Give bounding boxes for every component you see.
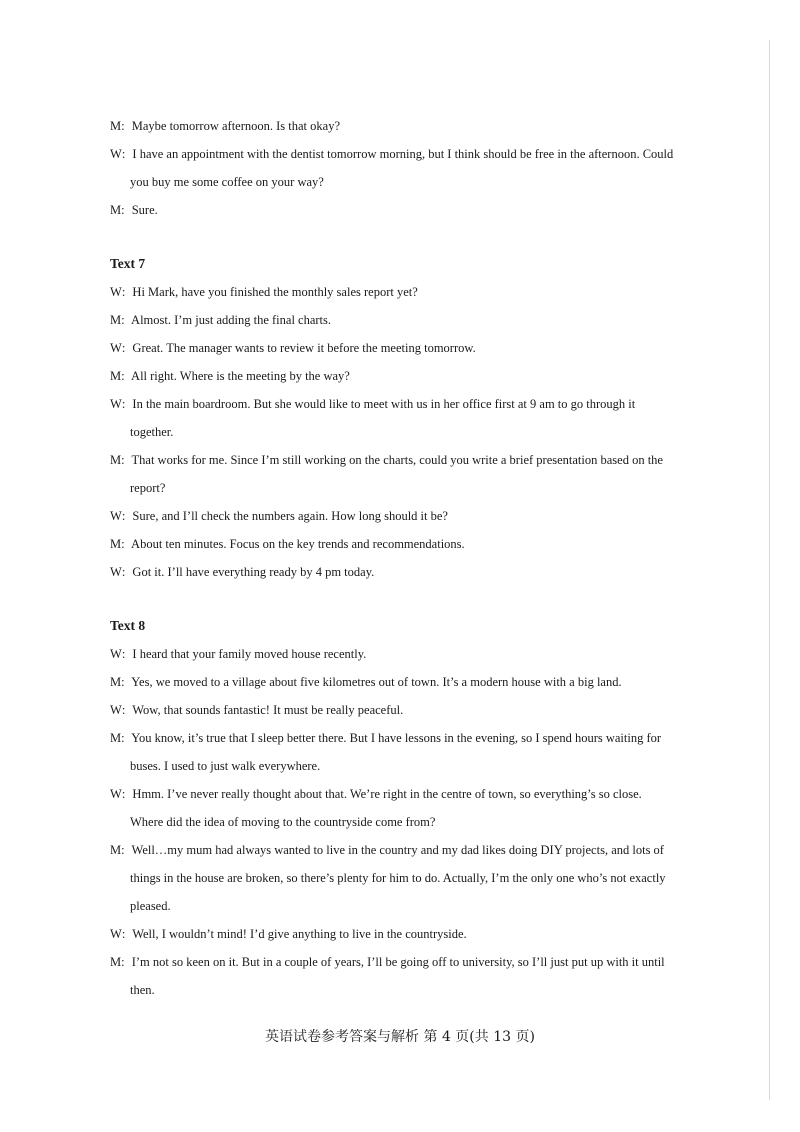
page-footer: 英语试卷参考答案与解析 第 4 页(共 13 页) <box>265 1029 535 1045</box>
dialogue-line: M: Maybe tomorrow afternoon. Is that okay? <box>110 112 700 140</box>
dialogue-continuation: pleased. <box>130 899 171 913</box>
dialogue-text: Maybe tomorrow afternoon. Is that okay? <box>131 119 341 133</box>
dialogue-text: Hi Mark, have you finished the monthly sales report yet? <box>132 285 418 299</box>
speaker-label: M <box>110 369 122 383</box>
dialogue-text: Wow, that sounds fantastic! It must be really peaceful. <box>132 703 404 717</box>
dialogue-text: Well, I wouldn’t mind! I’d give anything to live in the countryside. <box>132 927 467 941</box>
dialogue-line: M: Almost. I’m just adding the final charts. <box>110 306 700 334</box>
speaker-label: M <box>110 675 122 689</box>
dialogue-continuation: Where did the idea of moving to the countryside come from? <box>130 815 436 829</box>
speaker-label: M <box>110 453 122 467</box>
dialogue-continuation: report? <box>130 481 166 495</box>
dialogue-text: Sure. <box>131 203 158 217</box>
dialogue-continuation: then. <box>130 983 155 997</box>
dialogue-text: Great. The manager wants to review it before the meeting tomorrow. <box>132 341 476 355</box>
dialogue-text: Got it. I’ll have everything ready by 4 pm today. <box>132 565 375 579</box>
speaker-label: W <box>110 565 122 579</box>
section-heading: Text 8 <box>110 618 146 633</box>
dialogue-line: M: I’m not so keen on it. But in a couple of years, I’ll be going off to university, so I’ll just put up with it until <box>110 948 700 976</box>
speaker-label: M <box>110 119 122 133</box>
dialogue-text: I heard that your family moved house recently. <box>132 647 367 661</box>
speaker-label: W <box>110 397 122 411</box>
dialogue-line: W: Wow, that sounds fantastic! It must be really peaceful. <box>110 696 700 724</box>
dialogue-text: Hmm. I’ve never really thought about that. We’re right in the centre of town, so everything’s so close. <box>132 787 642 801</box>
dialogue-line: W: Hmm. I’ve never really thought about that. We’re right in the centre of town, so everything’s so close. <box>110 780 700 808</box>
speaker-label: W <box>110 509 122 523</box>
speaker-label: W <box>110 787 122 801</box>
dialogue-line: W: Sure, and I’ll check the numbers again. How long should it be? <box>110 502 700 530</box>
dialogue-text: I’m not so keen on it. But in a couple of years, I’ll be going off to university, so I’ll just put up with it until <box>131 955 665 969</box>
dialogue-continuation: things in the house are broken, so there’s plenty for him to do. Actually, I’m the only one who’s not exactly <box>130 871 666 885</box>
dialogue-line: W: In the main boardroom. But she would like to meet with us in her office first at 9 am to go through it <box>110 390 700 418</box>
dialogue-text: All right. Where is the meeting by the way? <box>131 369 350 383</box>
speaker-label: M <box>110 203 122 217</box>
dialogue-line: M: Yes, we moved to a village about five kilometres out of town. It’s a modern house with a big land. <box>110 668 700 696</box>
speaker-label: W <box>110 927 122 941</box>
speaker-label: W <box>110 647 122 661</box>
text7-section <box>110 250 700 586</box>
dialogue-line: M: All right. Where is the meeting by the way? <box>110 362 700 390</box>
speaker-label: W <box>110 147 122 161</box>
dialogue-text: You know, it’s true that I sleep better there. But I have lessons in the evening, so I spend hours waiting for <box>131 731 662 745</box>
dialogue-text: Well…my mum had always wanted to live in the country and my dad likes doing DIY projects, and lots of <box>131 843 664 857</box>
dialogue-continuation: you buy me some coffee on your way? <box>130 175 324 189</box>
dialogue-line: W: Great. The manager wants to review it before the meeting tomorrow. <box>110 334 700 362</box>
dialogue-line: M: Well…my mum had always wanted to live in the country and my dad likes doing DIY projects, and lots of <box>110 836 700 864</box>
dialogue-text: I have an appointment with the dentist tomorrow morning, but I think should be free in the afternoon. Could <box>132 147 674 161</box>
dialogue-text: Almost. I’m just adding the final charts. <box>131 313 332 327</box>
dialogue-line: W: Well, I wouldn’t mind! I’d give anything to live in the countryside. <box>110 920 700 948</box>
dialogue-block-prev <box>110 112 700 224</box>
dialogue-text: Sure, and I’ll check the numbers again. How long should it be? <box>132 509 448 523</box>
speaker-label: M <box>110 313 122 327</box>
dialogue-text: Yes, we moved to a village about five kilometres out of town. It’s a modern house with a big land. <box>131 675 622 689</box>
dialogue-continuation: buses. I used to just walk everywhere. <box>130 759 321 773</box>
dialogue-line: M: That works for me. Since I’m still working on the charts, could you write a brief presentation based on the <box>110 446 700 474</box>
speaker-label: W <box>110 285 122 299</box>
dialogue-line: M: About ten minutes. Focus on the key trends and recommendations. <box>110 530 700 558</box>
dialogue-line: W: I heard that your family moved house recently. <box>110 640 700 668</box>
dialogue-text: In the main boardroom. But she would like to meet with us in her office first at 9 am to go through it <box>132 397 636 411</box>
speaker-label: M <box>110 731 122 745</box>
speaker-label: M <box>110 537 122 551</box>
dialogue-continuation: together. <box>130 425 174 439</box>
speaker-label: M <box>110 843 122 857</box>
dialogue-line: M: Sure. <box>110 196 700 224</box>
dialogue-text: That works for me. Since I’m still working on the charts, could you write a brief presentation based on the <box>131 453 663 467</box>
dialogue-line: W: Got it. I’ll have everything ready by 4 pm today. <box>110 558 700 586</box>
dialogue-line: W: I have an appointment with the dentist tomorrow morning, but I think should be free in the afternoon. Could <box>110 140 700 168</box>
dialogue-text: About ten minutes. Focus on the key trends and recommendations. <box>131 537 465 551</box>
speaker-label: M <box>110 955 122 969</box>
speaker-label: W <box>110 341 122 355</box>
speaker-label: W <box>110 703 122 717</box>
section-heading: Text 7 <box>110 256 146 271</box>
text8-section <box>110 612 700 1004</box>
dialogue-line: W: Hi Mark, have you finished the monthly sales report yet? <box>110 278 700 306</box>
dialogue-line: M: You know, it’s true that I sleep better there. But I have lessons in the evening, so I spend hours waiting for <box>110 724 700 752</box>
page-edge-line <box>769 40 770 1100</box>
dialogue-content <box>110 112 700 1004</box>
